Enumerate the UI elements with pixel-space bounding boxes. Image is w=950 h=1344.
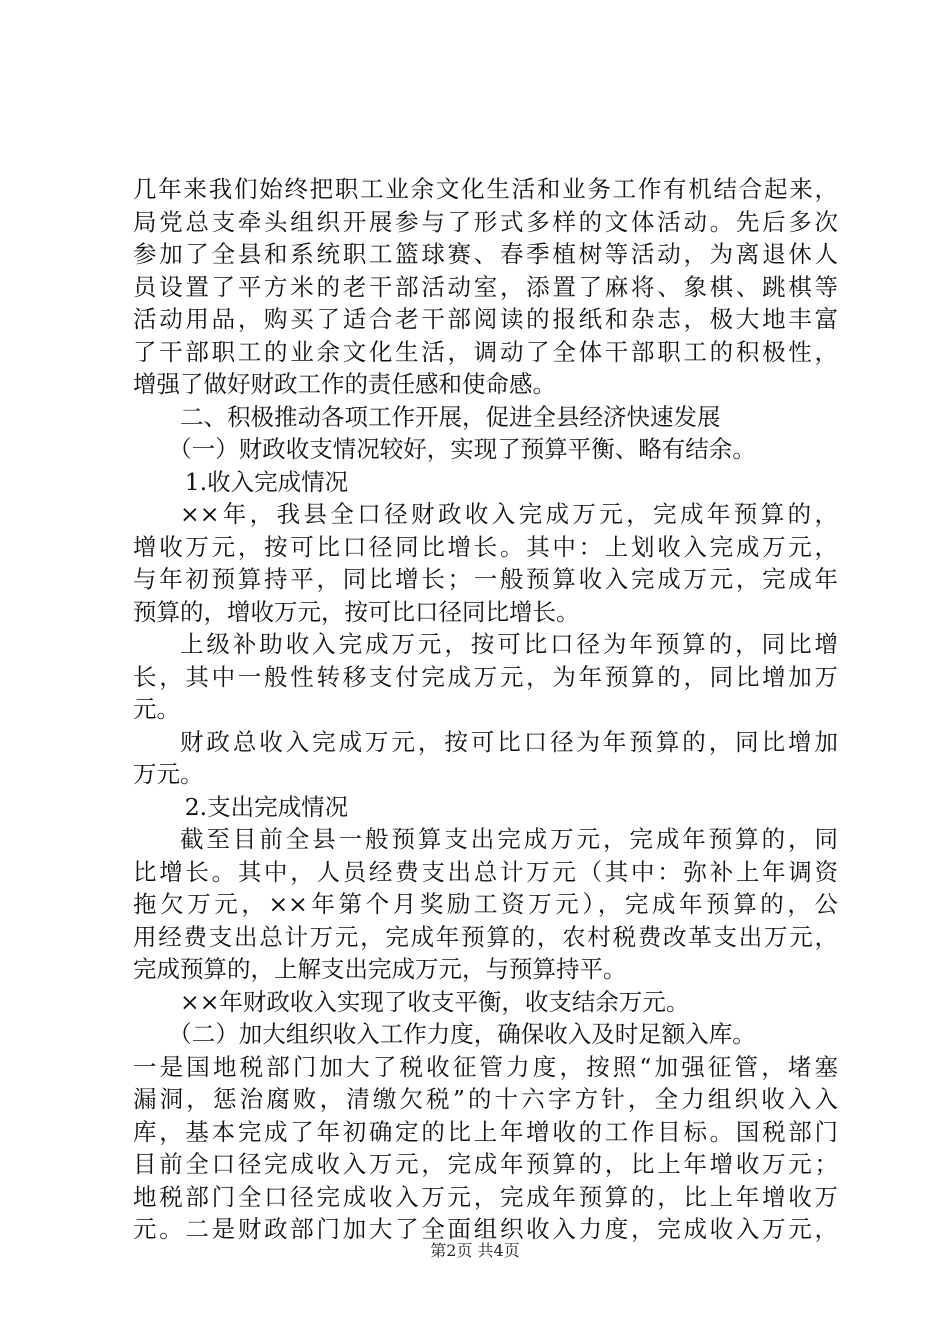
- text-line: 1.收入完成情况: [184, 467, 349, 496]
- text-line: 增收万元，按可比口径同比增长。其中：上划收入完成万元，: [133, 532, 838, 561]
- page-number-footer: 第2页 共4页: [430, 1241, 520, 1260]
- text-line: 二、积极推动各项工作开展，促进全县经济快速发展: [180, 402, 721, 431]
- text-line: 用经费支出总计万元，完成年预算的，农村税费改革支出万元，: [133, 922, 838, 951]
- text-line: 万元。: [133, 760, 204, 788]
- text-line: 预算的，增收万元，按可比口径同比增长。: [133, 597, 580, 626]
- text-line: ××年，我县全口径财政收入完成万元，完成年预算的，: [180, 500, 838, 528]
- text-line: ××年财政收入实现了收支平衡，收支结余万元。: [180, 987, 690, 1016]
- text-line: 完成预算的，上解支出完成万元，与预算持平。: [133, 955, 627, 983]
- text-line: 元。: [133, 695, 180, 723]
- text-line: 地税部门全口径完成收入万元，完成年预算的，比上年增收万: [133, 1182, 838, 1211]
- text-line: 漏洞，惩治腐败，清缴欠税”的十六字方针，全力组织收入入: [133, 1085, 838, 1113]
- text-line: （二）加大组织收入工作力度，确保收入及时足额入库。: [168, 1020, 756, 1048]
- text-line: 几年来我们始终把职工业余文化生活和业务工作有机结合起来，: [133, 175, 838, 203]
- text-line: 库，基本完成了年初确定的比上年增收的工作目标。国税部门: [133, 1117, 838, 1146]
- text-line: 局党总支牵头组织开展参与了形式多样的文体活动。先后多次: [133, 207, 838, 236]
- text-line: 活动用品，购买了适合老干部阅读的报纸和杂志，极大地丰富: [133, 305, 838, 333]
- text-line: 长，其中一般性转移支付完成万元，为年预算的，同比增加万: [133, 662, 838, 691]
- text-line: 了干部职工的业余文化生活，调动了全体干部职工的积极性，: [133, 337, 838, 366]
- text-line: 比增长。其中，人员经费支出总计万元（其中：弥补上年调资: [133, 857, 838, 886]
- text-line: 截至目前全县一般预算支出完成万元，完成年预算的，同: [180, 825, 838, 853]
- text-line: 一是国地税部门加大了税收征管力度，按照“加强征管，堵塞: [133, 1052, 838, 1081]
- text-line: 参加了全县和系统职工篮球赛、春季植树等活动，为离退休人: [133, 240, 838, 268]
- text-line: （一）财政收支情况较好，实现了预算平衡、略有结余。: [168, 435, 756, 463]
- text-line: 财政总收入完成万元，按可比口径为年预算的，同比增加: [180, 727, 838, 756]
- text-line: 增强了做好财政工作的责任感和使命感。: [133, 370, 556, 398]
- text-line: 拖欠万元，××年第个月奖励工资万元），完成年预算的，公: [133, 890, 838, 918]
- text-line: 2.支出完成情况: [184, 792, 349, 821]
- text-line: 元。二是财政部门加大了全面组织收入力度，完成收入万元，: [133, 1215, 838, 1243]
- text-line: 员设置了平方米的老干部活动室，添置了麻将、象棋、跳棋等: [133, 272, 838, 301]
- text-line: 上级补助收入完成万元，按可比口径为年预算的，同比增: [180, 630, 838, 658]
- text-line: 与年初预算持平，同比增长；一般预算收入完成万元，完成年: [133, 565, 838, 593]
- body-text: [133, 173, 838, 1246]
- text-line: 目前全口径完成收入万元，完成年预算的，比上年增收万元；: [133, 1150, 838, 1178]
